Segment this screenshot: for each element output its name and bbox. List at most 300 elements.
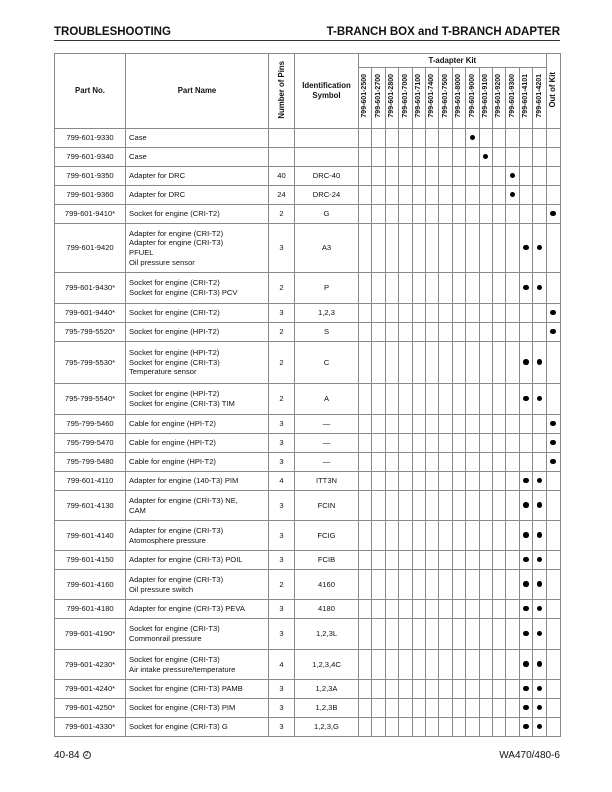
num-pins: 2: [269, 384, 295, 415]
kit-cell: [439, 342, 452, 384]
kit-cell: [412, 224, 425, 273]
table-row: [55, 650, 561, 680]
kit-cell: [452, 453, 465, 472]
kit-cell: [479, 521, 492, 551]
kit-cell: [385, 453, 398, 472]
id-symbol: 1,2,3: [295, 304, 359, 323]
out-of-kit-cell: [546, 699, 560, 718]
kit-cell: [452, 434, 465, 453]
kit-cell: [533, 167, 547, 186]
kit-cell: [439, 491, 452, 521]
out-of-kit-bullet-icon: [550, 329, 556, 335]
kit-cell: [372, 205, 385, 224]
table-row: [55, 273, 561, 304]
table-row: [55, 205, 561, 224]
kit-cell: [372, 619, 385, 650]
part-name: Case: [126, 148, 269, 167]
num-pins: 2: [269, 342, 295, 384]
kit-cell: [466, 650, 479, 680]
num-pins: 3: [269, 491, 295, 521]
kit-cell: [506, 551, 519, 570]
included-bullet-icon: [470, 135, 476, 141]
kit-cell: [533, 205, 547, 224]
kit-cell: [506, 570, 519, 600]
included-bullet-icon: [523, 285, 529, 291]
kit-cell: [452, 551, 465, 570]
kit-cell: [533, 342, 547, 384]
out-of-kit-cell: [546, 167, 560, 186]
kit-cell: [359, 273, 372, 304]
out-of-kit-cell: [546, 570, 560, 600]
num-pins: 3: [269, 304, 295, 323]
kit-cell: [479, 384, 492, 415]
kit-cell: [399, 551, 412, 570]
kit-cell: [533, 415, 547, 434]
included-bullet-icon: [523, 532, 529, 538]
kit-cell: [533, 129, 547, 148]
kit-cell: [519, 186, 532, 205]
num-pins: 3: [269, 600, 295, 619]
id-symbol: FCIB: [295, 551, 359, 570]
kit-cell: [412, 186, 425, 205]
out-of-kit-cell: [546, 718, 560, 737]
id-symbol: 1,2,3A: [295, 680, 359, 699]
page-number: 40-84 2: [54, 750, 91, 761]
kit-cell: [439, 186, 452, 205]
kit-cell: [412, 205, 425, 224]
part-number: 799-601-4230*: [55, 650, 126, 680]
kit-cell: [519, 342, 532, 384]
kit-cell: [533, 148, 547, 167]
num-pins: 4: [269, 472, 295, 491]
kit-cell: [359, 304, 372, 323]
kit-cell: [359, 699, 372, 718]
included-bullet-icon: [523, 581, 529, 587]
kit-cell: [399, 323, 412, 342]
kit-cell: [479, 129, 492, 148]
kit-cell: [399, 472, 412, 491]
out-of-kit-cell: [546, 434, 560, 453]
kit-cell: [506, 619, 519, 650]
kit-cell: [372, 384, 385, 415]
part-name: Adapter for engine (CRI-T3) POIL: [126, 551, 269, 570]
kit-cell: [359, 323, 372, 342]
kit-cell: [359, 342, 372, 384]
kit-cell: [492, 472, 505, 491]
id-symbol: DRC-24: [295, 186, 359, 205]
kit-cell: [439, 129, 452, 148]
kit-cell: [466, 167, 479, 186]
kit-cell: [519, 205, 532, 224]
kit-cell: [466, 551, 479, 570]
table-row: [55, 384, 561, 415]
kit-cell: [492, 205, 505, 224]
col-header-kit: 799-601-7100: [412, 68, 425, 129]
part-number: 799-601-4150: [55, 551, 126, 570]
num-pins: 3: [269, 521, 295, 551]
col-header-kit: 799-601-2500: [359, 68, 372, 129]
included-bullet-icon: [483, 154, 489, 160]
kit-cell: [425, 650, 438, 680]
part-name: Socket for engine (CRI-T2) Socket for engine (CRI-T3) PCV: [126, 273, 269, 304]
kit-cell: [479, 205, 492, 224]
included-bullet-icon: [537, 478, 543, 484]
part-name: Socket for engine (HPI-T2): [126, 323, 269, 342]
kit-cell: [412, 323, 425, 342]
kit-cell: [492, 224, 505, 273]
kit-cell: [506, 680, 519, 699]
kit-cell: [492, 304, 505, 323]
id-symbol: 4180: [295, 600, 359, 619]
kit-cell: [385, 148, 398, 167]
kit-cell: [479, 434, 492, 453]
kit-cell: [425, 521, 438, 551]
kit-cell: [519, 650, 532, 680]
kit-cell: [372, 342, 385, 384]
included-bullet-icon: [523, 705, 529, 711]
id-symbol: C: [295, 342, 359, 384]
kit-cell: [492, 167, 505, 186]
kit-cell: [466, 304, 479, 323]
part-number: 799-601-9350: [55, 167, 126, 186]
included-bullet-icon: [523, 478, 529, 484]
kit-cell: [466, 148, 479, 167]
kit-cell: [533, 273, 547, 304]
kit-cell: [372, 167, 385, 186]
table-row: [55, 304, 561, 323]
kit-cell: [533, 600, 547, 619]
kit-cell: [466, 472, 479, 491]
out-of-kit-cell: [546, 453, 560, 472]
kit-cell: [425, 434, 438, 453]
id-symbol: 1,2,3,G: [295, 718, 359, 737]
included-bullet-icon: [523, 724, 529, 730]
kit-cell: [439, 384, 452, 415]
kit-cell: [466, 600, 479, 619]
table-row: [55, 521, 561, 551]
kit-cell: [399, 415, 412, 434]
kit-cell: [479, 273, 492, 304]
kit-cell: [466, 699, 479, 718]
part-number: 795-799-5530*: [55, 342, 126, 384]
part-number: 795-799-5540*: [55, 384, 126, 415]
kit-cell: [519, 491, 532, 521]
kit-cell: [479, 699, 492, 718]
kit-cell: [359, 619, 372, 650]
kit-cell: [466, 224, 479, 273]
kit-cell: [452, 273, 465, 304]
kit-cell: [519, 129, 532, 148]
kit-cell: [519, 273, 532, 304]
kit-cell: [479, 342, 492, 384]
kit-cell: [492, 342, 505, 384]
kit-cell: [372, 600, 385, 619]
table-row: [55, 551, 561, 570]
included-bullet-icon: [537, 606, 543, 612]
col-header-kit: 799-601-7500: [439, 68, 452, 129]
kit-cell: [372, 129, 385, 148]
kit-cell: [359, 434, 372, 453]
kit-cell: [466, 491, 479, 521]
kit-cell: [439, 273, 452, 304]
kit-cell: [425, 129, 438, 148]
kit-cell: [385, 342, 398, 384]
kit-cell: [533, 472, 547, 491]
out-of-kit-cell: [546, 472, 560, 491]
kit-cell: [372, 521, 385, 551]
kit-cell: [479, 491, 492, 521]
kit-cell: [425, 205, 438, 224]
kit-cell: [385, 600, 398, 619]
kit-cell: [533, 570, 547, 600]
part-number: 799-601-4240*: [55, 680, 126, 699]
out-of-kit-cell: [546, 415, 560, 434]
kit-cell: [399, 186, 412, 205]
kit-cell: [466, 186, 479, 205]
id-symbol: —: [295, 434, 359, 453]
col-header-kit: 799-601-9000: [466, 68, 479, 129]
kit-cell: [492, 434, 505, 453]
part-number: 799-601-4180: [55, 600, 126, 619]
kit-cell: [452, 491, 465, 521]
kit-cell: [399, 434, 412, 453]
num-pins: 3: [269, 453, 295, 472]
id-symbol: FCIG: [295, 521, 359, 551]
included-bullet-icon: [537, 396, 543, 402]
kit-cell: [425, 453, 438, 472]
col-header-part-name: Part Name: [126, 54, 269, 129]
col-header-kit: 799-601-9300: [506, 68, 519, 129]
kit-cell: [385, 650, 398, 680]
kit-cell: [492, 619, 505, 650]
table-row: [55, 415, 561, 434]
out-of-kit-bullet-icon: [550, 211, 556, 217]
kit-cell: [479, 167, 492, 186]
kit-cell: [412, 273, 425, 304]
kit-cell: [519, 415, 532, 434]
id-symbol: —: [295, 453, 359, 472]
part-name: Socket for engine (CRI-T2): [126, 205, 269, 224]
kit-cell: [385, 304, 398, 323]
col-header-kit: 799-601-9100: [479, 68, 492, 129]
kit-cell: [452, 680, 465, 699]
kit-cell: [385, 384, 398, 415]
kit-cell: [533, 186, 547, 205]
kit-cell: [399, 205, 412, 224]
kit-cell: [412, 384, 425, 415]
kit-cell: [385, 570, 398, 600]
kit-cell: [519, 718, 532, 737]
kit-cell: [359, 129, 372, 148]
kit-cell: [452, 718, 465, 737]
kit-cell: [399, 600, 412, 619]
kit-cell: [359, 205, 372, 224]
kit-cell: [399, 224, 412, 273]
kit-cell: [412, 551, 425, 570]
kit-cell: [439, 619, 452, 650]
kit-cell: [399, 521, 412, 551]
col-header-out-of-kit: Out of Kit: [546, 54, 560, 129]
kit-cell: [385, 718, 398, 737]
kit-cell: [479, 472, 492, 491]
out-of-kit-cell: [546, 129, 560, 148]
kit-cell: [412, 342, 425, 384]
out-of-kit-cell: [546, 323, 560, 342]
kit-cell: [372, 699, 385, 718]
kit-cell: [533, 551, 547, 570]
kit-cell: [399, 619, 412, 650]
included-bullet-icon: [537, 245, 543, 251]
part-number: 799-601-4330*: [55, 718, 126, 737]
kit-cell: [452, 521, 465, 551]
kit-cell: [466, 205, 479, 224]
table-row: [55, 718, 561, 737]
kit-cell: [519, 304, 532, 323]
table-row: [55, 342, 561, 384]
kit-cell: [439, 323, 452, 342]
out-of-kit-cell: [546, 521, 560, 551]
included-bullet-icon: [537, 661, 543, 667]
table-row: [55, 167, 561, 186]
kit-cell: [533, 680, 547, 699]
kit-cell: [385, 273, 398, 304]
kit-cell: [439, 205, 452, 224]
included-bullet-icon: [537, 705, 543, 711]
kit-cell: [466, 453, 479, 472]
part-number: 799-601-4250*: [55, 699, 126, 718]
kit-cell: [372, 680, 385, 699]
kit-cell: [399, 304, 412, 323]
id-symbol: G: [295, 205, 359, 224]
kit-cell: [479, 718, 492, 737]
kit-cell: [372, 434, 385, 453]
kit-cell: [425, 600, 438, 619]
table-row: [55, 472, 561, 491]
kit-cell: [412, 148, 425, 167]
kit-cell: [372, 491, 385, 521]
kit-cell: [519, 570, 532, 600]
kit-cell: [506, 472, 519, 491]
num-pins: 2: [269, 205, 295, 224]
kit-cell: [506, 224, 519, 273]
part-number: 799-601-9340: [55, 148, 126, 167]
kit-cell: [492, 453, 505, 472]
kit-cell: [479, 551, 492, 570]
kit-cell: [533, 323, 547, 342]
col-header-kit: 799-601-8000: [452, 68, 465, 129]
out-of-kit-bullet-icon: [550, 459, 556, 465]
kit-cell: [359, 224, 372, 273]
kit-cell: [506, 718, 519, 737]
part-name: Cable for engine (HPI-T2): [126, 434, 269, 453]
col-header-num-pins: Number of Pins: [269, 54, 295, 129]
kit-cell: [466, 342, 479, 384]
kit-cell: [533, 224, 547, 273]
kit-cell: [466, 619, 479, 650]
kit-cell: [519, 619, 532, 650]
included-bullet-icon: [523, 396, 529, 402]
kit-cell: [519, 167, 532, 186]
kit-cell: [466, 680, 479, 699]
kit-cell: [385, 205, 398, 224]
included-bullet-icon: [510, 173, 516, 179]
kit-cell: [372, 273, 385, 304]
kit-cell: [372, 148, 385, 167]
kit-cell: [439, 453, 452, 472]
kit-cell: [439, 570, 452, 600]
part-name: Socket for engine (HPI-T2) Socket for engine (CRI-T3) Temperature sensor: [126, 342, 269, 384]
kit-cell: [412, 680, 425, 699]
included-bullet-icon: [537, 359, 543, 365]
kit-cell: [439, 304, 452, 323]
out-of-kit-cell: [546, 551, 560, 570]
included-bullet-icon: [510, 192, 516, 198]
num-pins: 40: [269, 167, 295, 186]
kit-cell: [466, 273, 479, 304]
kit-cell: [506, 699, 519, 718]
kit-cell: [492, 129, 505, 148]
col-header-kit: 799-601-7000: [399, 68, 412, 129]
kit-cell: [412, 619, 425, 650]
table-row: [55, 186, 561, 205]
kit-cell: [385, 472, 398, 491]
kit-cell: [412, 434, 425, 453]
kit-cell: [359, 570, 372, 600]
included-bullet-icon: [537, 724, 543, 730]
kit-cell: [359, 521, 372, 551]
out-of-kit-cell: [546, 384, 560, 415]
kit-cell: [506, 129, 519, 148]
num-pins: 3: [269, 415, 295, 434]
kit-cell: [425, 699, 438, 718]
kit-cell: [533, 619, 547, 650]
kit-cell: [466, 323, 479, 342]
kit-cell: [385, 551, 398, 570]
kit-cell: [372, 551, 385, 570]
kit-cell: [533, 699, 547, 718]
kit-cell: [506, 323, 519, 342]
part-name: Case: [126, 129, 269, 148]
kit-cell: [533, 650, 547, 680]
kit-cell: [533, 718, 547, 737]
kit-cell: [385, 415, 398, 434]
part-number: 795-799-5470: [55, 434, 126, 453]
kit-cell: [359, 148, 372, 167]
kit-cell: [399, 148, 412, 167]
kit-cell: [425, 680, 438, 699]
out-of-kit-cell: [546, 186, 560, 205]
kit-cell: [452, 167, 465, 186]
kit-cell: [506, 415, 519, 434]
kit-cell: [399, 491, 412, 521]
kit-cell: [452, 224, 465, 273]
kit-cell: [372, 304, 385, 323]
part-name: Socket for engine (CRI-T2): [126, 304, 269, 323]
kit-cell: [452, 323, 465, 342]
num-pins: 3: [269, 718, 295, 737]
included-bullet-icon: [537, 285, 543, 291]
kit-cell: [506, 521, 519, 551]
kit-cell: [519, 521, 532, 551]
num-pins: [269, 148, 295, 167]
kit-cell: [359, 186, 372, 205]
out-of-kit-bullet-icon: [550, 421, 556, 427]
kit-cell: [452, 415, 465, 434]
t-adapter-table: [54, 53, 561, 737]
kit-cell: [385, 680, 398, 699]
kit-cell: [372, 718, 385, 737]
part-name: Adapter for engine (CRI-T3) Oil pressure switch: [126, 570, 269, 600]
